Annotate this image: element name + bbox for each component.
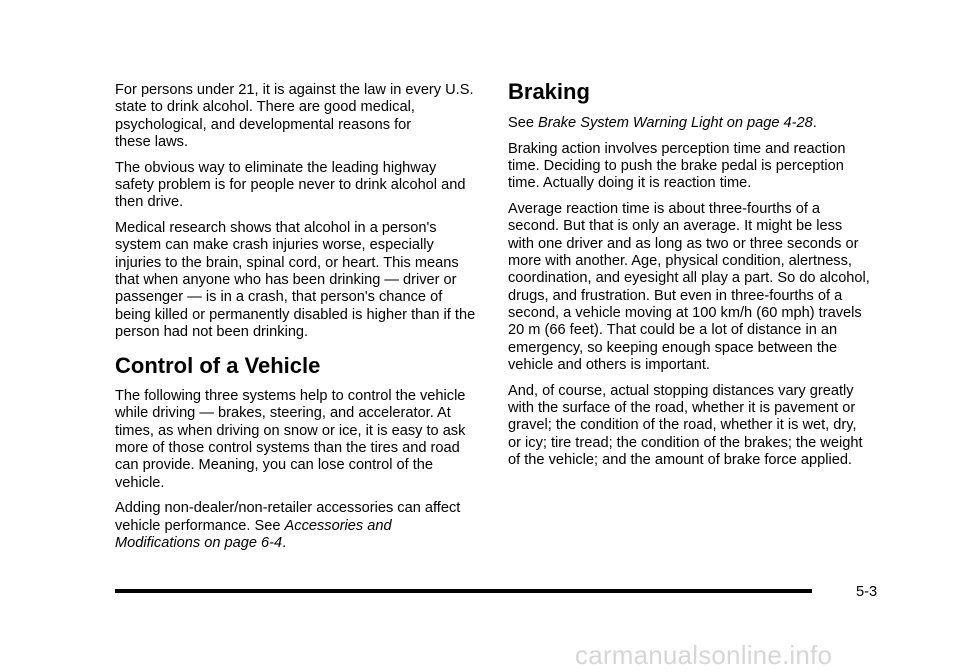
right-column: [508, 79, 880, 478]
text-line: The obvious way to eliminate the leading highway: [115, 159, 437, 176]
footer-rule: [115, 589, 812, 593]
paragraph-obvious-way: [115, 160, 483, 212]
paragraph-reaction-time: [508, 201, 880, 374]
text-line: Adding non-dealer/non-retailer accessories can affect: [115, 500, 461, 517]
paragraph-three-systems: [115, 388, 483, 492]
text-line: safety problem is for people never to drink alcohol and: [115, 176, 466, 193]
text-line: For persons under 21, it is against the law in every U.S.: [115, 82, 474, 98]
text-line: or icy; tire tread; the condition of the brakes; the weight: [508, 434, 863, 451]
text-fragment: vehicle performance. See: [115, 517, 285, 534]
text-line: being killed or permanently disabled is higher than if the: [115, 306, 476, 323]
paragraph-stopping-distances: [508, 383, 880, 469]
text-line: more of those control systems than the tires and road: [115, 440, 460, 457]
watermark: carmanualsonline.info: [575, 640, 833, 670]
text-line: gravel; the condition of the road, whether it is wet, dry,: [508, 417, 857, 434]
text-line: emergency, so keeping enough space between the: [508, 339, 838, 356]
text-line: with one driver and as long as two or three seconds or: [508, 235, 859, 252]
text-line: can provide. Meaning, you can lose control of the: [115, 457, 434, 474]
text-line: passenger — is in a crash, that person's chance of: [115, 289, 443, 306]
section-heading-braking: Braking: [508, 79, 590, 104]
cross-reference-link[interactable]: Brake System Warning Light on page 4-28: [538, 115, 813, 131]
text-line: more with another. Age, physical condition, alertness,: [508, 253, 852, 270]
text-line: person had not been drinking.: [115, 323, 309, 340]
cross-reference-link[interactable]: Modifications on page 6-4: [115, 535, 283, 552]
text-line: [508, 115, 880, 132]
text-line: system can make crash injuries worse, especially: [115, 237, 434, 254]
text-line: drugs, and frustration. But even in three-fourths of a: [508, 287, 843, 304]
text-line: state to drink alcohol. There are good medical,: [115, 99, 415, 116]
text-line: coordination, and eyesight all play a part. So do alcohol,: [508, 270, 870, 287]
text-line: of the vehicle; and the amount of brake force applied.: [508, 451, 852, 468]
text-line: And, of course, actual stopping distances vary greatly: [508, 382, 854, 399]
text-line: Braking action involves perception time and reaction: [508, 140, 846, 157]
text-line: these laws.: [115, 133, 189, 150]
text-line: time. Deciding to push the brake pedal is perception: [508, 158, 844, 175]
text-line: [115, 535, 483, 552]
text-line: injuries to the brain, spinal cord, or heart. This means: [115, 254, 459, 271]
paragraph-under-21: [115, 82, 483, 151]
text-line: vehicle and others is important.: [508, 356, 710, 373]
text-fragment: .: [282, 535, 287, 552]
text-line: psychological, and developmental reasons for: [115, 116, 412, 133]
paragraph-accessories: [115, 500, 483, 552]
text-line: second. But that is only an average. It might be less: [508, 218, 843, 235]
paragraph-see-brake-light: [508, 115, 880, 132]
text-line: Medical research shows that alcohol in a person's: [115, 220, 437, 237]
text-line: vehicle.: [115, 474, 165, 491]
text-line: 20 m (66 feet). That could be a lot of distance in an: [508, 322, 838, 339]
text-line: that when anyone who has been drinking — driver or: [115, 271, 457, 288]
text-line: times, as when driving on snow or ice, it is easy to ask: [115, 422, 466, 439]
text-line: Average reaction time is about three-fourths of a: [508, 201, 821, 218]
section-heading-control-of-vehicle: Control of a Vehicle: [115, 353, 321, 379]
text-line: time. Actually doing it is reaction time.: [508, 175, 752, 192]
paragraph-medical-research: [115, 220, 483, 341]
left-column: [115, 82, 483, 561]
cross-reference-link[interactable]: Accessories and: [284, 517, 392, 534]
text-line: with the surface of the road, whether it is pavement or: [508, 399, 856, 416]
text-line: second, a vehicle moving at 100 km/h (60 mph) travels: [508, 304, 862, 321]
text-line: [115, 518, 483, 535]
page-number: 5-3: [856, 584, 878, 600]
text-fragment: See: [508, 115, 539, 131]
text-fragment: .: [812, 115, 817, 131]
text-line: The following three systems help to control the vehicle: [115, 388, 466, 405]
text-line: while driving — brakes, steering, and accelerator. At: [115, 405, 451, 422]
text-line: then drive.: [115, 194, 184, 211]
paragraph-braking-action: [508, 141, 880, 193]
